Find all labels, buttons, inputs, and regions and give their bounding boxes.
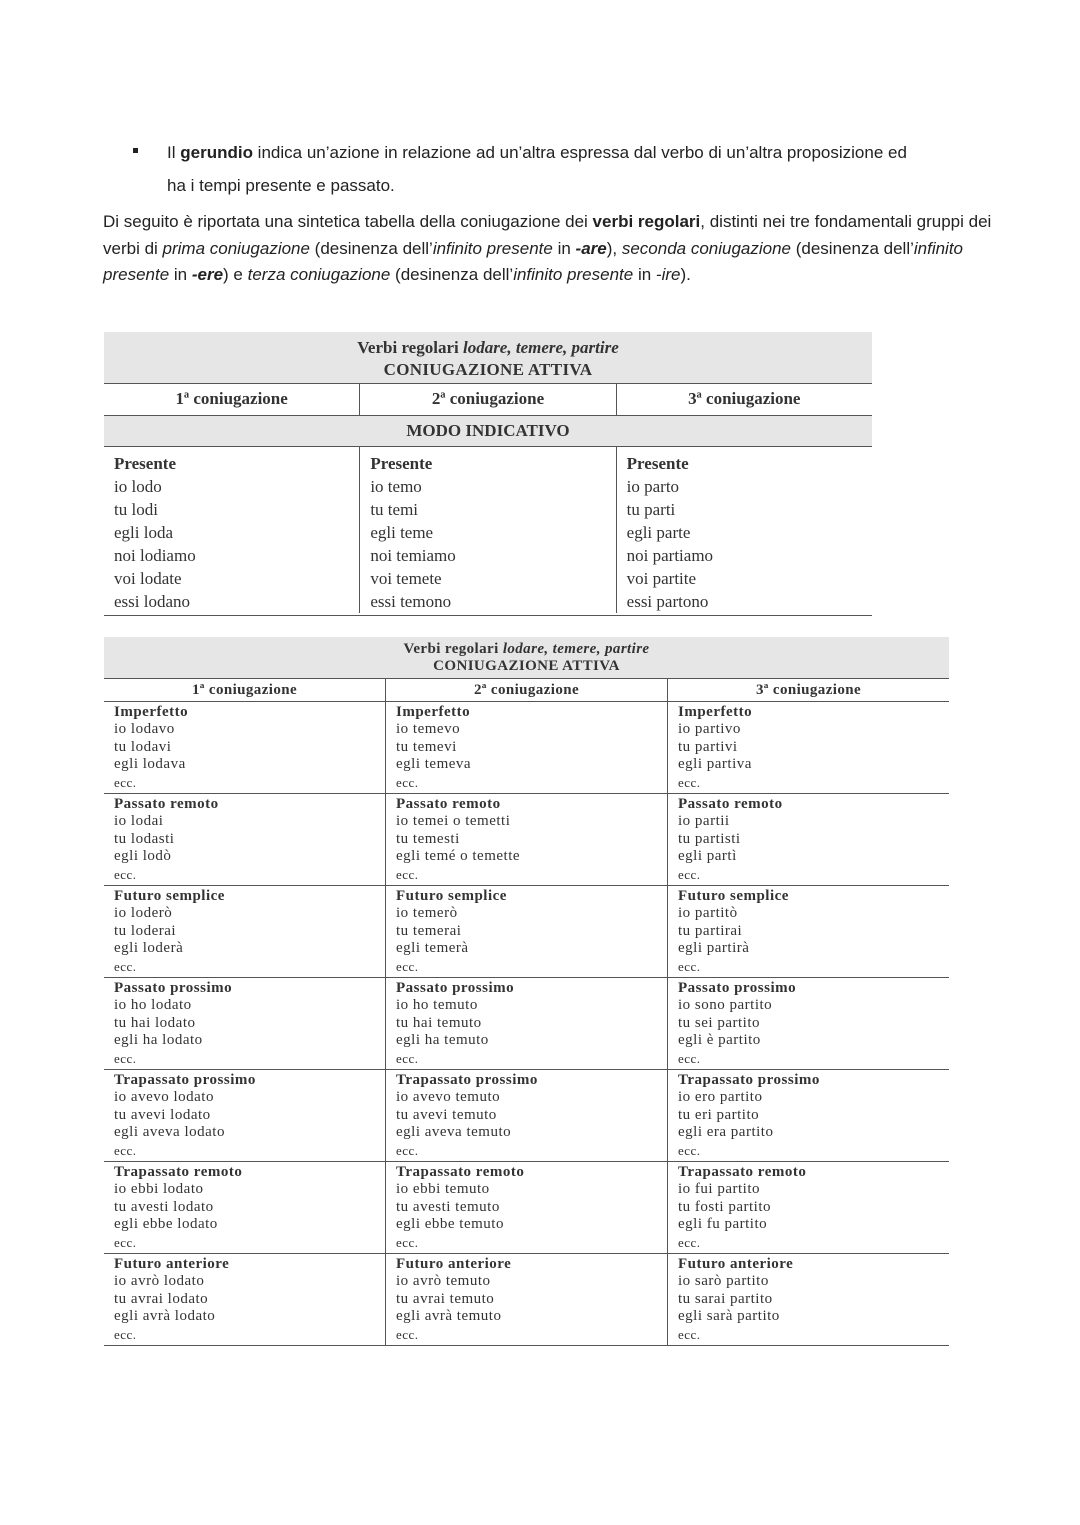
verb-form: tu partivi (678, 738, 738, 755)
verb-form: tu avevi temuto (396, 1106, 497, 1123)
conjugation-cell (385, 1070, 667, 1161)
tense-label: Futuro anteriore (114, 1256, 230, 1272)
table2-column-headers (104, 679, 949, 702)
verb-form: tu partisti (678, 830, 741, 847)
bullet-bold-term: gerundio (180, 143, 253, 162)
verb-form: io lodai (114, 813, 164, 830)
verb-form: io ho temuto (396, 997, 478, 1014)
conjugation-cell (667, 886, 949, 977)
conjugation-cell (385, 702, 667, 793)
tense-label: Trapassato prossimo (396, 1072, 538, 1088)
verb-form: egli era partito (678, 1124, 774, 1141)
verb-form: egli lodava (114, 756, 186, 773)
verb-form: egli avrà temuto (396, 1308, 502, 1325)
tense-label: Futuro semplice (678, 888, 789, 904)
verb-form: io partii (678, 813, 730, 830)
verb-form: tu temerai (396, 922, 462, 939)
verb-form: tu temi (370, 500, 419, 519)
verb-form: egli partiva (678, 756, 752, 773)
tense-group (104, 978, 949, 1070)
table1-mode: MODO INDICATIVO (104, 416, 872, 447)
table2-subtitle: CONIUGAZIONE ATTIVA (433, 658, 620, 674)
verb-form: noi partiamo (626, 546, 714, 565)
conjugation-cell (667, 1254, 949, 1345)
verb-form: tu lodasti (114, 830, 175, 847)
tense-group (104, 1070, 949, 1162)
verb-form: egli ebbe lodato (114, 1216, 218, 1233)
tense-group (104, 1254, 949, 1346)
verb-form: ecc. (114, 1326, 137, 1342)
tense-group (104, 1162, 949, 1254)
conjugation-cell (667, 978, 949, 1069)
verb-form: tu fosti partito (678, 1198, 771, 1215)
verb-form: tu lodavi (114, 738, 172, 755)
verb-form: egli ha temuto (396, 1032, 489, 1049)
verb-form: ecc. (396, 1326, 419, 1342)
verb-form: io temevo (396, 721, 461, 738)
verb-form: io lodo (114, 477, 162, 496)
verb-form: io ero partito (678, 1089, 763, 1106)
verb-form: essi partono (626, 592, 709, 611)
verb-form: tu sarai partito (678, 1290, 773, 1307)
verb-form: tu hai lodato (114, 1014, 196, 1031)
conjugation-cell (385, 1254, 667, 1345)
tense-label: Imperfetto (396, 704, 471, 720)
tense-label: Futuro anteriore (396, 1256, 512, 1272)
verb-form: tu partirai (678, 922, 743, 939)
verb-form: ecc. (396, 1234, 419, 1250)
verb-form: ecc. (678, 1142, 701, 1158)
tense-label: Trapassato prossimo (678, 1072, 820, 1088)
conjugation-cell (667, 702, 949, 793)
verb-form: tu avrai temuto (396, 1290, 495, 1307)
verb-form: io avrò temuto (396, 1273, 491, 1290)
verb-form: io sarò partito (678, 1273, 769, 1290)
verb-form: ecc. (396, 1050, 419, 1066)
verb-form: noi temiamo (370, 546, 456, 565)
table1-title: Verbi regolari lodare, temere, partire (357, 338, 619, 357)
conjugation-cell (385, 978, 667, 1069)
verb-form: ecc. (678, 774, 701, 790)
tense-label: Passato remoto (396, 796, 501, 812)
verb-form: noi lodiamo (114, 546, 196, 565)
tense-label: Imperfetto (678, 704, 753, 720)
conjugation-cell (667, 1070, 949, 1161)
verb-form: tu avesti lodato (114, 1198, 214, 1215)
bullet-marker-icon (133, 148, 138, 153)
tense-label: Passato remoto (114, 796, 219, 812)
verb-form: io avrò lodato (114, 1273, 205, 1290)
verb-form: io loderò (114, 905, 173, 922)
verb-form: egli è partito (678, 1032, 761, 1049)
tense-label: Trapassato remoto (678, 1164, 807, 1180)
verb-form: egli fu partito (678, 1216, 768, 1233)
verb-form: ecc. (678, 866, 701, 882)
verb-form: egli teme (370, 523, 434, 542)
tense-label: Futuro semplice (114, 888, 225, 904)
verb-form: ecc. (678, 958, 701, 974)
verb-form: voi temete (370, 569, 442, 588)
table2-col-3: 3ª coniugazione (667, 679, 949, 701)
verb-form: io ebbi temuto (396, 1181, 490, 1198)
verb-form: egli loda (114, 523, 174, 542)
tense-label: Passato prossimo (678, 980, 797, 996)
table1-column-headers (104, 384, 872, 416)
conjugation-cell (385, 1162, 667, 1253)
verb-form: ecc. (114, 1050, 137, 1066)
tense-group (104, 886, 949, 978)
tense-label: Trapassato remoto (114, 1164, 243, 1180)
tense-label: Futuro semplice (396, 888, 507, 904)
verb-form: egli lodò (114, 848, 172, 865)
verb-form: ecc. (396, 774, 419, 790)
verb-form: io temei o temetti (396, 813, 511, 830)
tense-group (104, 702, 949, 794)
verb-form: tu sei partito (678, 1014, 760, 1031)
tense-label: Passato prossimo (396, 980, 515, 996)
conjugation-cell (385, 794, 667, 885)
verb-form: ecc. (114, 1234, 137, 1250)
conjugation-cell (385, 886, 667, 977)
verb-form: io sono partito (678, 997, 773, 1014)
verb-form: tu hai temuto (396, 1014, 482, 1031)
verb-form: egli aveva temuto (396, 1124, 512, 1141)
table2-header (104, 637, 949, 679)
table1-col-2: 2ª coniugazione (359, 384, 615, 415)
verb-form: egli partì (678, 848, 737, 865)
tense-label: Passato prossimo (114, 980, 233, 996)
verb-form: egli aveva lodato (114, 1124, 225, 1141)
tense-label: Trapassato prossimo (114, 1072, 256, 1088)
conjugation-cell (359, 447, 615, 613)
table2-col-2: 2ª coniugazione (385, 679, 667, 701)
table-presente (104, 332, 872, 616)
tense-label: Futuro anteriore (678, 1256, 794, 1272)
verb-form: ecc. (678, 1234, 701, 1250)
verb-form: tu parti (626, 500, 676, 519)
verb-form: egli parte (626, 523, 691, 542)
conjugation-cell (104, 1070, 385, 1161)
tense-label: Presente (114, 454, 176, 473)
verb-form: tu avevi lodato (114, 1106, 211, 1123)
verb-form: voi lodate (114, 569, 182, 588)
tense-group (104, 447, 872, 616)
verb-form: io fui partito (678, 1181, 760, 1198)
conjugation-cell (667, 1162, 949, 1253)
verb-form: voi partite (626, 569, 697, 588)
verb-form: ecc. (396, 866, 419, 882)
verb-form: ecc. (678, 1050, 701, 1066)
verb-form: io temerò (396, 905, 458, 922)
verb-form: ecc. (114, 958, 137, 974)
conjugation-cell (667, 794, 949, 885)
verb-form: io parto (626, 477, 680, 496)
tense-label: Presente (626, 454, 689, 473)
bullet-line2: ha i tempi presente e passato. (167, 176, 395, 195)
tense-label: Trapassato remoto (396, 1164, 525, 1180)
conjugation-cell (104, 447, 359, 613)
verb-form: egli avrà lodato (114, 1308, 216, 1325)
tense-label: Imperfetto (114, 704, 189, 720)
verb-form: ecc. (396, 1142, 419, 1158)
verb-form: egli partirà (678, 940, 750, 957)
conjugation-cell (616, 447, 872, 613)
verb-form: io temo (370, 477, 422, 496)
verb-form: ecc. (114, 774, 137, 790)
verb-form: tu lodi (114, 500, 158, 519)
tense-label: Passato remoto (678, 796, 783, 812)
table-indicativo-tempi (104, 637, 949, 1346)
verb-form: egli ebbe temuto (396, 1216, 504, 1233)
verb-form: ecc. (114, 866, 137, 882)
tense-label: Presente (370, 454, 433, 473)
table1-subtitle: CONIUGAZIONE ATTIVA (383, 360, 593, 379)
verb-form: egli loderà (114, 940, 184, 957)
verb-form: io ho lodato (114, 997, 192, 1014)
verb-form: tu eri partito (678, 1106, 760, 1123)
verb-form: tu avesti temuto (396, 1198, 500, 1215)
verb-form: io ebbi lodato (114, 1181, 204, 1198)
verb-form: ecc. (114, 1142, 137, 1158)
verb-form: egli temeva (396, 756, 472, 773)
verb-form: io avevo temuto (396, 1089, 501, 1106)
intro-paragraph: Di seguito è riportata una sintetica tabella della coniugazione dei verbi regolari, distinti nei tre fondamentali gruppi dei verbi di prima coniugazione (desinenza dell’infinito presente in -are), seconda coniugazione (desinenza dell’infinito presente in -ere) e terza coniugazione (desinenza dell’infinito presente in -ire). (103, 212, 992, 284)
verb-form: io lodavo (114, 721, 175, 738)
verb-form: essi temono (370, 592, 452, 611)
verb-form: tu avrai lodato (114, 1290, 209, 1307)
verb-form: egli sarà partito (678, 1308, 780, 1325)
verb-form: egli temerà (396, 940, 469, 957)
verb-form: egli temé o temette (396, 848, 521, 865)
table2-col-1: 1ª coniugazione (191, 682, 298, 698)
verb-form: io avevo lodato (114, 1089, 214, 1106)
table1-col-1: 1ª coniugazione (175, 389, 288, 408)
conjugation-cell (104, 1162, 385, 1253)
verb-form: tu temesti (396, 830, 460, 847)
conjugation-cell (104, 794, 385, 885)
verb-form: essi lodano (114, 592, 191, 611)
conjugation-cell (104, 1254, 385, 1345)
bullet-text: Il gerundio indica un’azione in relazione ad un’altra espressa dal verbo di un’altra proposizione ed ha i tempi presente e passato. (167, 143, 907, 195)
verb-form: io partivo (678, 721, 741, 738)
verb-form: tu temevi (396, 738, 457, 755)
verb-form: tu loderai (114, 922, 177, 939)
verb-form: io partitò (678, 905, 738, 922)
verb-form: egli ha lodato (114, 1032, 203, 1049)
verb-form: ecc. (396, 958, 419, 974)
tense-group (104, 794, 949, 886)
conjugation-cell (104, 978, 385, 1069)
verb-form: ecc. (678, 1326, 701, 1342)
table2-title: Verbi regolari lodare, temere, partire (403, 641, 650, 657)
table1-col-3: 3ª coniugazione (616, 384, 872, 415)
conjugation-cell (104, 702, 385, 793)
conjugation-cell (104, 886, 385, 977)
table1-header (104, 332, 872, 384)
